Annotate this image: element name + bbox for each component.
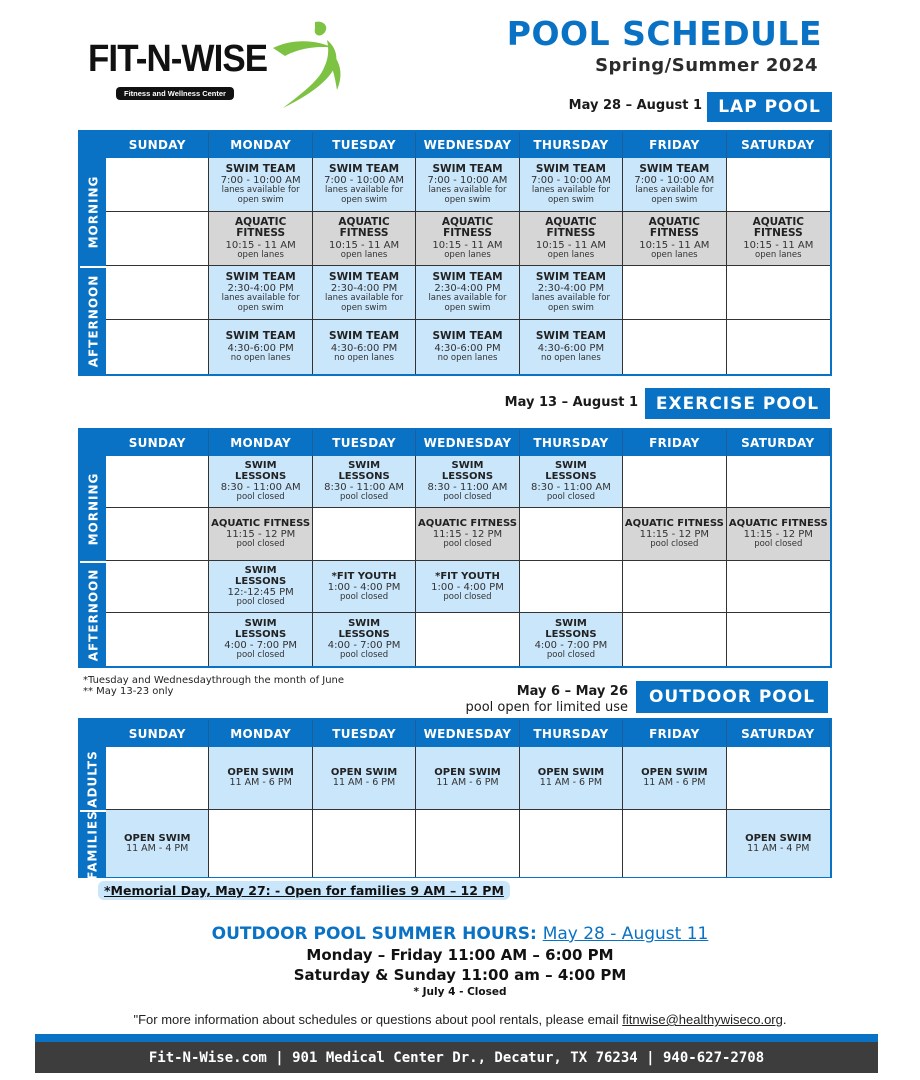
empty-cell (209, 810, 312, 877)
activity-time: 11 AM - 4 PM (747, 842, 810, 854)
activity-note: pool closed (443, 492, 492, 503)
activity-title: AQUATIC FITNESS (624, 518, 724, 530)
activity-title: OPEN SWIM (434, 767, 501, 779)
activity-note: open lanes (340, 249, 388, 260)
activity-time: 11:15 - 12 PM (432, 529, 503, 541)
activity-title: SWIM LESSONS (235, 460, 287, 483)
empty-cell (106, 456, 209, 508)
activity-time: 8:30 - 11:00 AM (530, 482, 611, 494)
activity-note: pool closed (236, 539, 285, 550)
activity-title: AQUATIC FITNESS (752, 215, 804, 240)
activity-note: pool closed (546, 650, 595, 661)
empty-cell (106, 613, 209, 666)
activity-note: lanes available for open swim (428, 293, 507, 313)
schedule-cell (520, 158, 623, 212)
day-header-friday: FRIDAY (623, 430, 726, 456)
summer-hours-note: * July 4 - Closed (413, 986, 507, 998)
day-header-monday: MONDAY (209, 132, 312, 158)
empty-cell (727, 158, 830, 212)
table-corner (80, 720, 106, 747)
outdoor-pool-subnote: pool open for limited use (465, 700, 628, 715)
activity-note: pool closed (650, 539, 699, 550)
empty-cell (313, 810, 416, 877)
day-header-monday: MONDAY (209, 720, 312, 747)
activity-title: OPEN SWIM (641, 767, 708, 779)
footer-bar (35, 1042, 878, 1073)
activity-title: SWIM LESSONS (235, 565, 287, 588)
schedule-cell (209, 561, 312, 613)
activity-note: pool closed (236, 492, 285, 503)
exercise-pool-dates: May 13 – August 1 (504, 395, 638, 410)
activity-time: 7:00 - 10:00 AM (530, 175, 611, 187)
activity-time: 11:15 - 12 PM (225, 529, 296, 541)
schedule-cell (416, 212, 519, 266)
day-header-thursday: THURSDAY (520, 132, 623, 158)
schedule-cell (520, 320, 623, 374)
logo (88, 10, 348, 102)
period-label-text: AFTERNOON (86, 274, 101, 368)
outdoor-pool-table (78, 718, 832, 878)
activity-title: SWIM TEAM (225, 330, 296, 343)
activity-title: AQUATIC FITNESS (545, 215, 597, 240)
activity-time: 7:00 - 10:00 AM (427, 175, 508, 187)
day-header-sunday: SUNDAY (106, 132, 209, 158)
exercise-footnotes (83, 675, 344, 697)
schedule-cell (727, 810, 830, 877)
day-header-saturday: SATURDAY (727, 430, 830, 456)
footnote: ** May 13-23 only (83, 686, 174, 697)
activity-time: 1:00 - 4:00 PM (327, 581, 401, 593)
activity-note: open lanes (755, 249, 802, 260)
schedule-cell (313, 212, 416, 266)
activity-note: lanes available for open swim (221, 293, 300, 313)
empty-cell (623, 456, 726, 508)
empty-cell (623, 810, 726, 877)
activity-note: open lanes (237, 249, 284, 260)
schedule-cell (520, 747, 623, 810)
page-subtitle: Spring/Summer 2024 (595, 55, 818, 76)
activity-title: SWIM TEAM (432, 162, 503, 175)
schedule-cell (416, 456, 519, 508)
empty-cell (520, 810, 623, 877)
schedule-cell (313, 320, 416, 374)
activity-title: SWIM TEAM (432, 270, 503, 283)
footer-accent-bar (35, 1034, 878, 1042)
activity-title: AQUATIC FITNESS (338, 215, 390, 240)
schedule-cell (416, 266, 519, 320)
empty-cell (623, 266, 726, 320)
period-label-afternoon (80, 266, 106, 374)
period-label-families (80, 809, 106, 880)
schedule-grid (80, 132, 830, 374)
empty-cell (727, 561, 830, 613)
schedule-cell (209, 266, 312, 320)
activity-time: 4:30-6:00 PM (537, 342, 605, 354)
activity-time: 2:30-4:00 PM (537, 283, 605, 295)
summer-hours-heading (0, 924, 920, 944)
footnote: *Tuesday and Wednesdaythrough the month of June (83, 675, 345, 686)
activity-note: lanes available for open swim (428, 185, 507, 205)
table-corner (80, 132, 106, 158)
activity-time: 10:15 - 11 AM (639, 239, 710, 251)
activity-note: pool closed (236, 597, 285, 608)
schedule-cell (313, 747, 416, 810)
activity-note: no open lanes (230, 352, 291, 363)
schedule-cell (313, 561, 416, 613)
activity-note: pool closed (754, 539, 803, 550)
schedule-cell (209, 456, 312, 508)
activity-time: 11 AM - 6 PM (436, 777, 499, 789)
contact-info-suffix: . (782, 1012, 787, 1027)
schedule-cell (623, 158, 726, 212)
schedule-cell (520, 613, 623, 666)
summer-hours-weekend: Saturday & Sunday 11:00 am – 4:00 PM (293, 966, 627, 984)
activity-time: 10:15 - 11 AM (743, 239, 814, 251)
activity-title: OPEN SWIM (227, 767, 294, 779)
schedule-cell (313, 456, 416, 508)
activity-time: 7:00 - 10:00 AM (220, 175, 301, 187)
activity-title: OPEN SWIM (124, 832, 191, 844)
summer-hours-dates: May 28 - August 11 (542, 924, 709, 944)
empty-cell (727, 613, 830, 666)
activity-time: 11 AM - 6 PM (229, 777, 292, 789)
schedule-cell (416, 320, 519, 374)
schedule-cell (209, 508, 312, 561)
schedule-cell (520, 456, 623, 508)
activity-time: 10:15 - 11 AM (535, 239, 606, 251)
activity-note: pool closed (443, 591, 492, 602)
activity-time: 1:00 - 4:00 PM (431, 581, 504, 593)
period-label-text: ADULTS (86, 749, 101, 808)
activity-note: pool closed (339, 650, 389, 661)
empty-cell (727, 320, 830, 374)
activity-title: AQUATIC FITNESS (418, 518, 517, 530)
activity-note: lanes available for open swim (325, 293, 404, 313)
empty-cell (727, 266, 830, 320)
activity-time: 2:30-4:00 PM (227, 283, 294, 295)
schedule-cell (313, 158, 416, 212)
activity-note: no open lanes (541, 352, 601, 363)
activity-time: 11 AM - 4 PM (126, 842, 189, 854)
activity-time: 11:15 - 12 PM (743, 529, 813, 541)
empty-cell (520, 508, 623, 561)
schedule-cell (416, 508, 519, 561)
activity-time: 12:-12:45 PM (227, 587, 294, 599)
activity-time: 7:00 - 10:00 AM (634, 175, 715, 187)
schedule-cell (416, 158, 519, 212)
schedule-grid (80, 430, 830, 666)
day-header-monday: MONDAY (209, 430, 312, 456)
schedule-cell (623, 212, 726, 266)
activity-title: SWIM TEAM (225, 270, 296, 283)
empty-cell (106, 747, 209, 810)
schedule-cell (106, 810, 209, 877)
activity-time: 2:30-4:00 PM (434, 283, 501, 295)
schedule-cell (520, 212, 623, 266)
lap-pool-table (78, 130, 832, 376)
schedule-cell (416, 561, 519, 613)
footer-text: Fit-N-Wise.com | 901 Medical Center Dr., Decatur, TX 76234 | 940-627-2708 (148, 1049, 765, 1066)
day-header-sunday: SUNDAY (106, 720, 209, 747)
activity-title: SWIM TEAM (225, 162, 296, 175)
activity-title: SWIM LESSONS (235, 618, 287, 641)
activity-time: 11 AM - 6 PM (332, 777, 396, 789)
memorial-day-note: *Memorial Day, May 27: - Open for families 9 AM – 12 PM (98, 881, 510, 900)
schedule-cell (416, 747, 519, 810)
empty-cell (106, 320, 209, 374)
period-label-text: AFTERNOON (86, 568, 101, 661)
day-header-thursday: THURSDAY (520, 720, 623, 747)
activity-note: lanes available for open swim (325, 185, 404, 205)
activity-note: no open lanes (334, 352, 394, 363)
activity-title: AQUATIC FITNESS (441, 215, 494, 240)
logo-brand: FIT-N-WISE (88, 38, 268, 80)
activity-title: AQUATIC FITNESS (211, 518, 311, 530)
contact-info (0, 1012, 920, 1027)
schedule-cell (727, 508, 830, 561)
activity-title: *FIT YOUTH (331, 570, 397, 582)
day-header-tuesday: TUESDAY (313, 720, 416, 747)
period-label-text: MORNING (86, 472, 101, 545)
activity-time: 8:30 - 11:00 AM (427, 482, 508, 494)
activity-time: 10:15 - 11 AM (328, 239, 400, 251)
schedule-grid (80, 720, 830, 880)
activity-time: 8:30 - 11:00 AM (220, 482, 301, 494)
page-title: POOL SCHEDULE (506, 14, 822, 53)
day-header-tuesday: TUESDAY (313, 132, 416, 158)
schedule-cell (209, 158, 312, 212)
schedule-cell (209, 212, 312, 266)
empty-cell (623, 613, 726, 666)
activity-title: SWIM TEAM (329, 162, 400, 175)
activity-title: SWIM LESSONS (545, 618, 597, 641)
activity-note: lanes available for open swim (531, 293, 610, 313)
logo-tagline: Fitness and Wellness Center (116, 87, 234, 100)
empty-cell (727, 456, 830, 508)
empty-cell (623, 561, 726, 613)
activity-title: SWIM TEAM (535, 330, 606, 343)
period-label-adults (80, 747, 106, 810)
activity-note: lanes available for open swim (635, 185, 714, 205)
day-header-thursday: THURSDAY (520, 430, 623, 456)
contact-info-text: "For more information about schedules or questions about pool rentals, please email (133, 1012, 623, 1027)
empty-cell (623, 320, 726, 374)
day-header-friday: FRIDAY (623, 132, 726, 158)
period-label-text: MORNING (86, 175, 101, 249)
activity-title: OPEN SWIM (537, 767, 605, 779)
schedule-cell (313, 613, 416, 666)
schedule-cell (313, 266, 416, 320)
summer-hours-label: OUTDOOR POOL SUMMER HOURS: (211, 924, 537, 944)
activity-title: SWIM TEAM (639, 162, 710, 175)
period-label-afternoon (80, 561, 106, 666)
empty-cell (416, 613, 519, 666)
activity-time: 11:15 - 12 PM (639, 529, 710, 541)
day-header-saturday: SATURDAY (727, 720, 830, 747)
activity-title: SWIM LESSONS (545, 460, 597, 483)
empty-cell (106, 266, 209, 320)
day-header-tuesday: TUESDAY (313, 430, 416, 456)
day-header-wednesday: WEDNESDAY (416, 720, 519, 747)
lap-pool-badge: LAP POOL (707, 92, 832, 122)
activity-time: 4:30-6:00 PM (330, 342, 398, 354)
activity-title: AQUATIC FITNESS (234, 215, 287, 240)
empty-cell (106, 212, 209, 266)
activity-time: 10:15 - 11 AM (225, 239, 296, 251)
day-header-wednesday: WEDNESDAY (416, 132, 519, 158)
day-header-sunday: SUNDAY (106, 430, 209, 456)
period-label-morning (80, 158, 106, 266)
schedule-cell (623, 747, 726, 810)
runner-swoosh-icon (263, 18, 353, 110)
activity-time: 4:00 - 7:00 PM (224, 640, 297, 652)
empty-cell (520, 561, 623, 613)
contact-email-link[interactable]: fitnwise@healthywiseco.org (622, 1012, 783, 1027)
activity-title: SWIM TEAM (535, 162, 606, 175)
activity-title: OPEN SWIM (330, 767, 398, 779)
activity-title: SWIM TEAM (535, 270, 606, 283)
activity-title: SWIM TEAM (329, 270, 400, 283)
activity-time: 4:30-6:00 PM (227, 342, 294, 354)
exercise-pool-badge: EXERCISE POOL (645, 388, 830, 419)
activity-title: *FIT YOUTH (435, 570, 500, 582)
activity-note: pool closed (339, 492, 389, 503)
activity-title: OPEN SWIM (745, 832, 812, 844)
schedule-cell (623, 508, 726, 561)
empty-cell (416, 810, 519, 877)
activity-note: lanes available for open swim (221, 185, 300, 205)
activity-time: 2:30-4:00 PM (330, 283, 398, 295)
activity-time: 4:30-6:00 PM (434, 342, 501, 354)
empty-cell (106, 158, 209, 212)
activity-title: SWIM LESSONS (441, 460, 494, 483)
activity-time: 4:00 - 7:00 PM (327, 640, 401, 652)
summer-hours-weekday: Monday – Friday 11:00 AM – 6:00 PM (306, 946, 614, 964)
activity-title: SWIM LESSONS (338, 618, 390, 641)
activity-note: pool closed (443, 539, 492, 550)
day-header-saturday: SATURDAY (727, 132, 830, 158)
schedule-cell (209, 747, 312, 810)
schedule-cell (727, 212, 830, 266)
activity-note: pool closed (236, 650, 285, 661)
day-header-friday: FRIDAY (623, 720, 726, 747)
schedule-cell (520, 266, 623, 320)
activity-note: pool closed (339, 591, 389, 602)
outdoor-pool-dates: May 6 – May 26 (516, 684, 628, 699)
activity-time: 7:00 - 10:00 AM (324, 175, 404, 187)
empty-cell (727, 747, 830, 810)
activity-note: pool closed (546, 492, 595, 503)
activity-time: 8:30 - 11:00 AM (324, 482, 404, 494)
lap-pool-dates: May 28 – August 1 (568, 98, 702, 113)
activity-note: open lanes (651, 249, 698, 260)
day-header-wednesday: WEDNESDAY (416, 430, 519, 456)
activity-note: lanes available for open swim (531, 185, 610, 205)
exercise-pool-table (78, 428, 832, 668)
schedule-cell (209, 320, 312, 374)
schedule-cell (209, 613, 312, 666)
activity-time: 11 AM - 6 PM (643, 777, 706, 789)
outdoor-pool-badge: OUTDOOR POOL (636, 681, 828, 713)
activity-title: SWIM TEAM (329, 330, 400, 343)
activity-note: no open lanes (437, 352, 498, 363)
activity-title: AQUATIC FITNESS (648, 215, 701, 240)
activity-time: 10:15 - 11 AM (432, 239, 503, 251)
activity-note: open lanes (444, 249, 491, 260)
summer-hours (0, 924, 920, 998)
period-label-text: FAMILIES (86, 809, 100, 880)
activity-title: SWIM TEAM (432, 330, 503, 343)
activity-note: open lanes (547, 249, 595, 260)
period-label-morning (80, 456, 106, 561)
activity-title: AQUATIC FITNESS (728, 518, 828, 530)
activity-title: SWIM LESSONS (338, 460, 390, 483)
activity-time: 11 AM - 6 PM (539, 777, 603, 789)
empty-cell (106, 508, 209, 561)
empty-cell (106, 561, 209, 613)
empty-cell (313, 508, 416, 561)
activity-time: 4:00 - 7:00 PM (534, 640, 608, 652)
table-corner (80, 430, 106, 456)
